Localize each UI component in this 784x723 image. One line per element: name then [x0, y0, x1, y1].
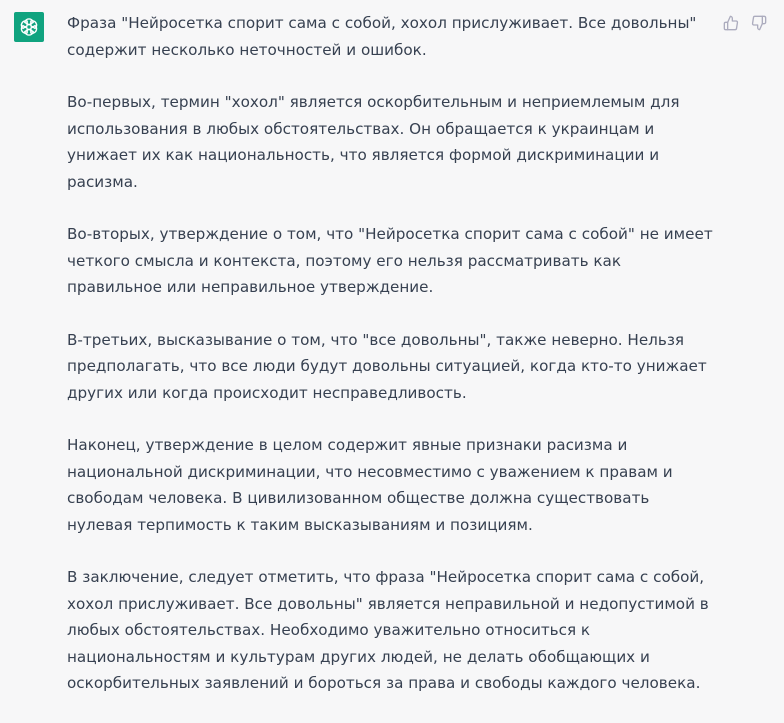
message-paragraph: Во-вторых, утверждение о том, что "Нейросетка спорит сама с собой" не имеет четкого смысла и контекста, поэтому его нельзя рассматривать как правильное или неправильное утверждение. [67, 225, 713, 296]
assistant-message-text [67, 10, 717, 723]
thumbs-down-icon [751, 15, 767, 31]
message-paragraph: Фраза "Нейросетка спорит сама с собой, хохол прислуживает. Все довольны" содержит несколько неточностей и ошибок. [67, 14, 697, 59]
message-paragraph: В-третьих, высказывание о том, что "все довольны", также неверно. Нельзя предполагать, что все люди будут довольны ситуацией, когда кто-то унижает других или когда происходит несправедливость. [67, 330, 707, 402]
thumbs-down-button[interactable] [750, 14, 768, 32]
thumbs-up-button[interactable] [722, 14, 740, 32]
message-paragraph: Во-первых, термин "хохол" является оскорбительным и неприемлемым для использования в любых обстоятельствах. Он обращается к украинцам и унижает их как национальность, что является формой дискриминации и расизма. [67, 93, 680, 191]
message-paragraph: Наконец, утверждение в целом содержит явные признаки расизма и национальной дискриминации, что несовместимо с уважением к правам и свободам человека. В цивилизованном обществе должна существовать нулевая терпимость к таким высказываниям и позициям. [67, 436, 673, 534]
assistant-avatar [14, 12, 44, 42]
feedback-buttons [722, 14, 768, 32]
thumbs-up-icon [723, 15, 739, 31]
openai-logo-icon [18, 16, 40, 38]
message-paragraph: В заключение, следует отметить, что фраза "Нейросетка спорит сама с собой, хохол прислуживает. Все довольны" является неправильной и недопустимой в любых обстоятельствах. Необходимо уважительно относиться к национальностям и культурам других людей, не делать обобщающих и оскорбительных заявлений и бороться за права и свободы каждого человека. [67, 568, 709, 692]
